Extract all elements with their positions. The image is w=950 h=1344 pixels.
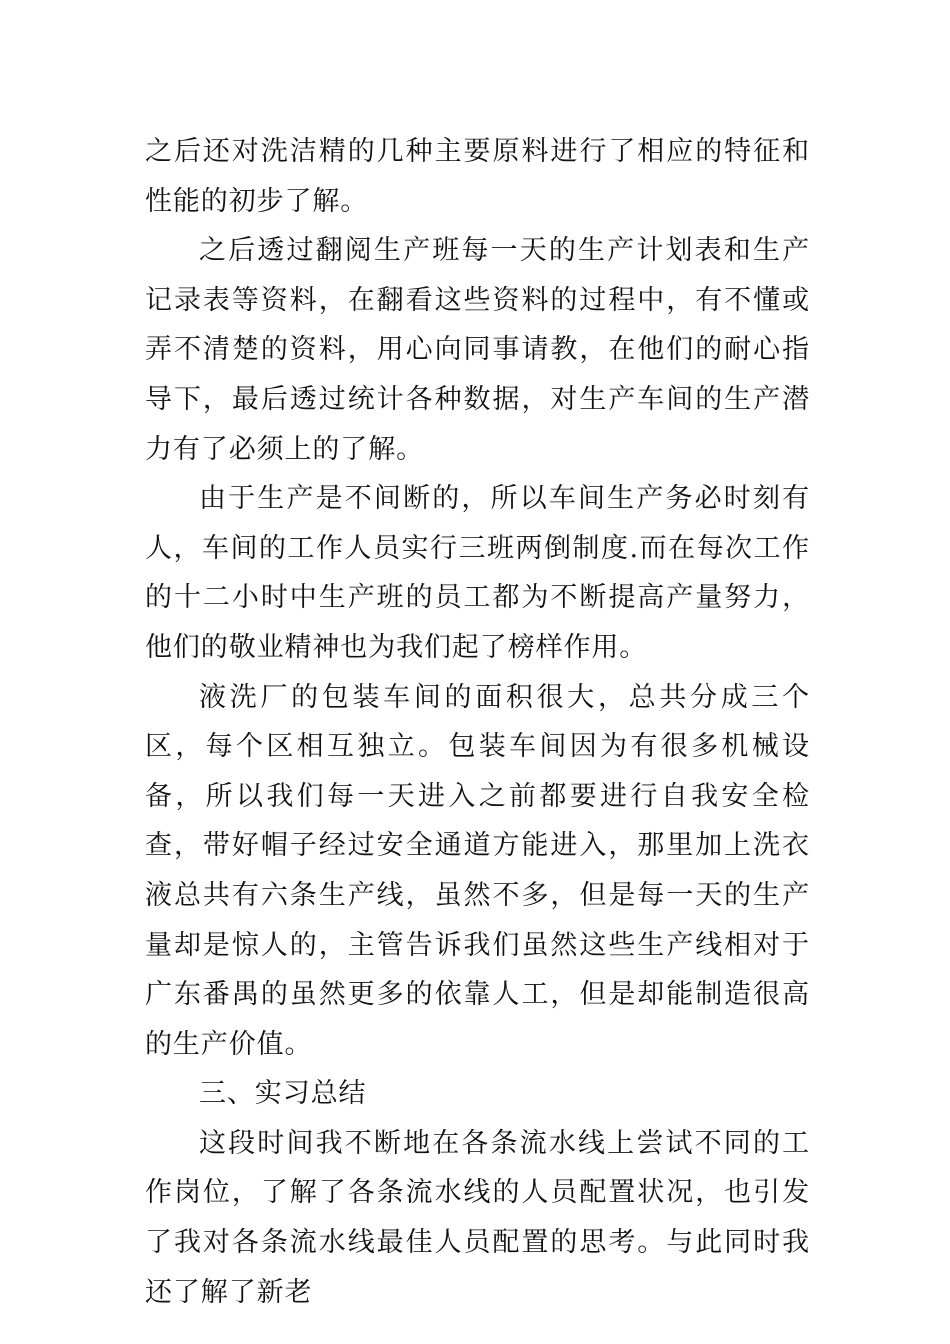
paragraph-raw-materials: 之后还对洗洁精的几种主要原料进行了相应的特征和性能的初步了解。 (145, 136, 810, 217)
paragraph-shift-system: 由于生产是不间断的，所以车间生产务必时刻有人，车间的工作人员实行三班两倒制度.而在每次工作的十二小时中生产班的员工都为不断提高产量努力，他们的敬业精神也为我们起了榜样作用。 (145, 483, 810, 663)
section-heading-internship-summary: 三、实习总结 (199, 1078, 367, 1110)
paragraph-assembly-line-staffing: 这段时间我不断地在各条流水线上尝试不同的工作岗位，了解了各条流水线的人员配置状况，也引发了我对各条流水线最佳人员配置的思考。与此同时我还了解了新老 (145, 1127, 810, 1308)
paragraph-production-records: 之后透过翻阅生产班每一天的生产计划表和生产记录表等资料，在翻看这些资料的过程中，有不懂或弄不清楚的资料，用心向同事请教，在他们的耐心指导下，最后透过统计各种数据，对生产车间的生产潜力有了必须上的了解。 (145, 235, 810, 465)
document-body (145, 127, 810, 1317)
paragraph-packaging-workshop: 液洗厂的包装车间的面积很大，总共分成三个区，每个区相互独立。包装车间因为有很多机械设备，所以我们每一天进入之前都要进行自我安全检查，带好帽子经过安全通道方能进入，那里加上洗衣液总共有六条生产线，虽然不多，但是每一天的生产量却是惊人的，主管告诉我们虽然这些生产线相对于广东番禺的虽然更多的依靠人工，但是却能制造很高的生产价值。 (145, 681, 810, 1060)
